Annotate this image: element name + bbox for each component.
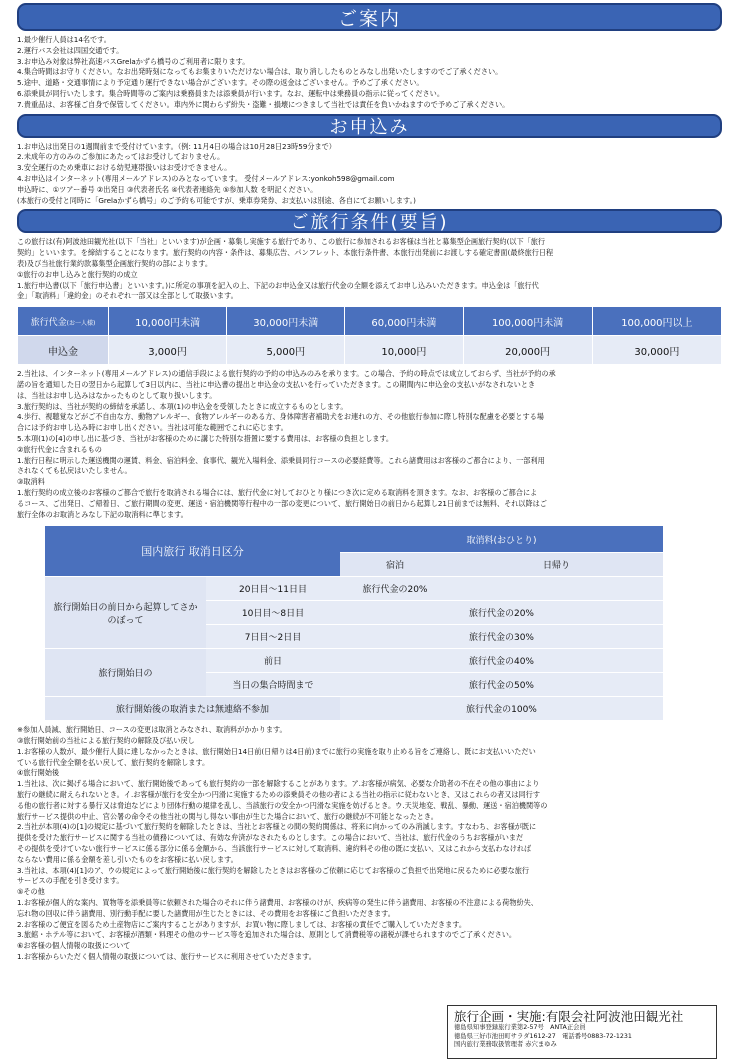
apply-title: お申込み	[329, 116, 410, 138]
cancel-period: 前日	[206, 649, 340, 673]
deposit-amount: 5,000円	[227, 336, 345, 365]
intro-line: 表)及び当社旅行業約款募集型企画旅行契約の部によります。	[17, 258, 213, 268]
body-line: ※参加人員減、旅行開始日、コースの変更は取消とみなされ、取消料がかかります。	[17, 725, 287, 735]
apply-line: 1.お申込は出発日の1週間前まで受付けています。（例: 11月4日の場合は10月28日23時59分まで）	[17, 141, 336, 151]
body-line: 4.歩行、視聴覚などがご不自由な方、動物アレルギー、食物アレルギーのある方、身体障害者補助犬をお連れの方、その他旅行参加に際し特別な配慮を必要とする場	[17, 412, 544, 422]
body-line: 1.旅行契約の成立後のお客様のご都合で旅行を取消される場合には、旅行代金に対しておひとり様につき次に定める取消料を頂きます。なお、お客様のご都合によ	[17, 487, 538, 497]
deposit-row-label: 申込金	[18, 336, 109, 365]
cancel-fee: 旅行代金の20%	[340, 601, 663, 625]
body-line: 3.旅館・ホテル等において、お客様が酒類・料理その他のサービス等を追加された場合は、原則として消費税等の諸税が課せられますのでご了承ください。	[17, 930, 517, 940]
apply-line: 4.お申込はインターネット(専用メールアドレス)のみとなっています。 受付メールアドレス:yonkoh598@gmail.com	[17, 173, 395, 183]
cancel-period: 7日目～2日目	[206, 625, 340, 649]
cancel-period: 10日目～8日目	[206, 601, 340, 625]
body-line: 提供を受けた旅行サービスに関する当社の債務については、有効な弁済がなされたものとします。この場合において、当社は、旅行代金のうちお客様がいまだ	[17, 833, 524, 843]
conditions-header	[17, 209, 722, 233]
guide-line: 6.添乗員が同行いたします。集合時間等のご案内は乗務員または添乗員が行います。なお、運転中は乗務員の指示に従ってください。	[17, 88, 444, 98]
deposit-header-label	[18, 307, 109, 336]
company-name: 旅行企画・実施:有限会社阿波池田観光社	[454, 1009, 684, 1024]
apply-list	[17, 142, 722, 207]
intro-line: ①旅行のお申し込みと旅行契約の成立	[17, 269, 138, 279]
conditions-intro	[17, 237, 722, 302]
cancel-fee: 旅行代金の30%	[340, 625, 663, 649]
body-line: 旅行の継続に耐えられないとき。イ.お客様が旅行を安全かつ円滑に実施するための添乗員その他の者による当社の指示に従わないとき、又はこれらの者又は同行す	[17, 790, 540, 800]
guide-line: 4.集合時間はお守りください。なお出発時刻になってもお集まりいただけない場合は、取り消ししたものとみなし出発いたしますのでご了承ください。	[17, 67, 503, 77]
deposit-amount: 30,000円	[592, 336, 721, 365]
body-line: ③旅行開始前の当社による旅行契約の解除及び払い戻し	[17, 736, 195, 746]
body-line: 合には予約お申し込み時にお申し出ください。当社は可能な範囲でこれに応じます。	[17, 423, 288, 433]
body-line: 3.旅行契約は、当社が契約の締結を承諾し、本項(1)の申込金を受領したときに成立するものとします。	[17, 401, 348, 411]
guide-title: ご案内	[337, 7, 401, 30]
cancel-last-label: 旅行開始後の取消または無連絡不参加	[45, 697, 340, 721]
apply-line: (本旅行の受付と同時に「Grelaかずら橋号」のご予約も可能ですが、乗車券発券、お支払いは別途、各自にてお願いします。)	[17, 195, 416, 205]
deposit-note: (お一人様)	[66, 319, 96, 327]
body-line: 2.当社は、インターネット(専用メールアドレス)の通信手段による旅行契約の予約の申込みのみを承ります。この場合、予約の時点では成立しておらず、当社が予約の承	[17, 369, 556, 379]
conditions-body-1	[17, 369, 722, 520]
deposit-range: 60,000円未満	[345, 307, 463, 336]
body-line: その提供を受けていない旅行サービスに係る部分に係る金額から、当該旅行サービスに対して取消料、違約料その他の既に支払い、又はこれから支払わなければ	[17, 844, 532, 854]
body-line: 1.お客様からいただく個人情報の取扱については、旅行サービスに利用させていただきます。	[17, 952, 316, 962]
company-manager: 国内旅行業務取扱管理者 赤穴まゆみ	[454, 1041, 557, 1049]
apply-line: 2.未成年の方のみのご参加にあたってはお受けしておりません。	[17, 152, 225, 162]
cancel-period: 20日目～11日目	[206, 577, 340, 601]
intro-line: 契約」といいます。を締結することになります。旅行契約の内容・条件は、募集広告、パンフレット、本旅行条件書、本旅行出発前にお渡しする確定書面(最終旅行日程	[17, 248, 554, 258]
body-line: 2.お客様のご便宜を図るため土産物店にご案内することがありますが、お買い物に際しましては、お客様の責任でご購入していただきます。	[17, 919, 466, 929]
body-line: されなくても払戻はいたしません。	[17, 466, 132, 476]
deposit-amount: 20,000円	[463, 336, 592, 365]
deposit-range: 10,000円未満	[109, 307, 227, 336]
intro-line: 金」「取消料」「違約金」のそれぞれ一部又は全部として取扱います。	[17, 291, 238, 301]
guide-line: 1.最少催行人員は14名です。	[17, 35, 111, 44]
body-line: 忘れ物の回収に伴う諸費用、別行動手配に要した諸費用が生じたときには、その費用をお客様にご負担いただきます。	[17, 908, 395, 918]
cancel-fee: 旅行代金の50%	[340, 673, 663, 697]
cancel-last-fee: 旅行代金の100%	[340, 697, 663, 721]
body-line: ⑥お客様の個人情報の取扱について	[17, 941, 131, 951]
guide-line: 3.お申込み対象は弊社高速バスGrelaかずら橋号のご利用者に限ります。	[17, 56, 250, 66]
deposit-header-row	[18, 307, 722, 336]
apply-line: 申込時に、①ツアー番号 ②出発日 ③代表者氏名 ④代表者連絡先 ⑤参加人数 を明記ください。	[17, 184, 318, 194]
deposit-amount: 10,000円	[345, 336, 463, 365]
body-line: 諾の旨を通知した日の翌日から起算して3日以内に、当社に申込書の提出と申込金の支払いを行っていただきます。この期間内に申込金の支払いがなされないとき	[17, 379, 536, 389]
cancel-group-start: 旅行開始日の	[45, 649, 206, 697]
deposit-label: 旅行代金	[30, 317, 67, 328]
body-line: ⑤その他	[17, 887, 45, 897]
deposit-table	[17, 306, 722, 365]
cancel-period: 当日の集合時間まで	[206, 673, 340, 697]
body-line: 5.本項(1)の[4]の申し出に基づき、当社がお客様のために講じた特別な措置に要する費用は、お客様の負担とします。	[17, 433, 394, 443]
guide-line: 5.途中、道路・交通事情により予定通り運行できない場合がございます。その際の返金はございません。予めご了承ください。	[17, 78, 424, 88]
deposit-amount-row	[18, 336, 722, 365]
apply-header	[17, 114, 722, 138]
body-line: 1.お客様の人数が、最少催行人員に達しなかったときは、旅行開始日14日前(日帰りは4日前)までに旅行の実施を取り止める旨をご連絡し、既にお支払いいただい	[17, 746, 536, 756]
body-line: 1.旅行日程に明示した運送機関の運賃、料金、宿泊料金、食事代、観光入場料金、添乗員同行コースの必要経費等。これら諸費用はお客様のご都合により、一部利用	[17, 455, 545, 465]
cancel-group-before: 旅行開始日の前日から起算してさかのぼって	[45, 577, 206, 649]
body-line: サービスの手配を引き受けます。	[17, 876, 124, 886]
deposit-range: 100,000円未満	[463, 307, 592, 336]
cancel-col-day: 日帰り	[450, 553, 663, 577]
body-line: 3.当社は、本項(4)[1]のア、ウの規定によって旅行開始後に旅行契約を解除したときはお客様のご依頼に応じてお客様のご負担で出発地に戻るために必要な旅行	[17, 865, 530, 875]
body-line: ②旅行代金に含まれるもの	[17, 444, 102, 454]
conditions-title: ご旅行条件(要旨)	[290, 212, 449, 234]
body-line: ならない費用に係る金額を差し引いたものをお客様に払い戻します。	[17, 854, 238, 864]
cancel-col-stay: 宿泊	[340, 553, 450, 577]
body-line: 1.お客様が個人的な案内、買物等を添乗員等に依頼された場合のそれに伴う諸費用、お客様のけが、疾病等の発生に伴う諸費用、お客様の不注意による荷物紛失、	[17, 898, 538, 908]
body-line: ている旅行代金全額を払い戻して、旅行契約を解除します。	[17, 757, 210, 767]
cancel-fee-header: 取消料(おひとり)	[340, 526, 663, 553]
cancel-table	[45, 526, 663, 721]
cancel-table-title: 国内旅行 取消日区分	[45, 526, 340, 577]
body-line: ④旅行開始後	[17, 768, 60, 778]
body-line: 旅行サービス提供の中止、官公署の命令その他当社の関与し得ない事由が生じた場合において、旅行の継続が不可能となったとき。	[17, 811, 438, 821]
body-line: るコース、ご出発日、ご帰着日、ご旅行期間の変更、運送・宿泊機関等行程中の一部の変更について、旅行開始日の前日から起算し21日前までは無料、それ以降はご	[17, 498, 547, 508]
conditions-body-2	[17, 725, 722, 963]
body-line: 2.当社が本項(4)の[1]の規定に基づいて旅行契約を解除したときは、当社とお客様との間の契約関係は、将来に向かってのみ消滅します。すなわち、お客様が既に	[17, 822, 537, 832]
guide-list	[17, 35, 722, 111]
deposit-range: 30,000円未満	[227, 307, 345, 336]
guide-line: 2.運行バス会社は四国交通です。	[17, 45, 124, 55]
cancel-fee-empty	[450, 577, 663, 601]
deposit-amount: 3,000円	[109, 336, 227, 365]
intro-line: 1.旅行申込書(以下「旅行申込書」といいます。)に所定の事項を記入の上、下記のお申込金又は旅行代金の全額を添えてお申し込みいただきます。申込金は「旅行代	[17, 280, 539, 290]
guide-header	[17, 3, 722, 31]
intro-line: この旅行は(有)阿波池田観光社(以下「当社」といいます)が企画・募集し実施する旅行であり、この旅行に参加されるお客様は当社と募集型企画旅行契約(以下「旅行	[17, 237, 546, 247]
apply-line: 3.安全運行のため乗車における幼児連帯扱いはお受けできません。	[17, 163, 232, 173]
deposit-range: 100,000円以上	[592, 307, 721, 336]
body-line: 1.当社は、次に掲げる場合において、旅行開始後であっても旅行契約の一部を解除することがあります。ア.お客様が病気、必要な介助者の不在その他の事由により	[17, 779, 540, 789]
body-line: は、当社はお申し込みはなかったものとして取り扱いします。	[17, 390, 217, 400]
body-line: 旅行全体のお取消とみなし下記の取消料に準じます。	[17, 509, 188, 519]
company-footer	[447, 1005, 717, 1059]
body-line: ③取消料	[17, 477, 45, 487]
cancel-fee: 旅行代金の20%	[340, 577, 450, 601]
company-registration: 徳島県知事登録旅行業第2-57号 ANTA正会員	[454, 1024, 586, 1031]
body-line: る他の旅行者に対する暴行又は脅迫などにより団体行動の規律を乱し、当該旅行の安全かつ円滑な実施を妨げるとき。ウ.天災地変、戦乱、暴動、運送・宿泊機関等の	[17, 800, 548, 810]
company-address: 徳島県三好市池田町サラダ1612-27 電話番号0883-72-1231	[454, 1032, 632, 1040]
cancel-fee: 旅行代金の40%	[340, 649, 663, 673]
guide-line: 7.貴重品は、お客様ご自身で保管してください。車内外に関わらず紛失・盗難・損壊につきまして当社では責任を負いかねますので予めご了承ください。	[17, 99, 510, 109]
